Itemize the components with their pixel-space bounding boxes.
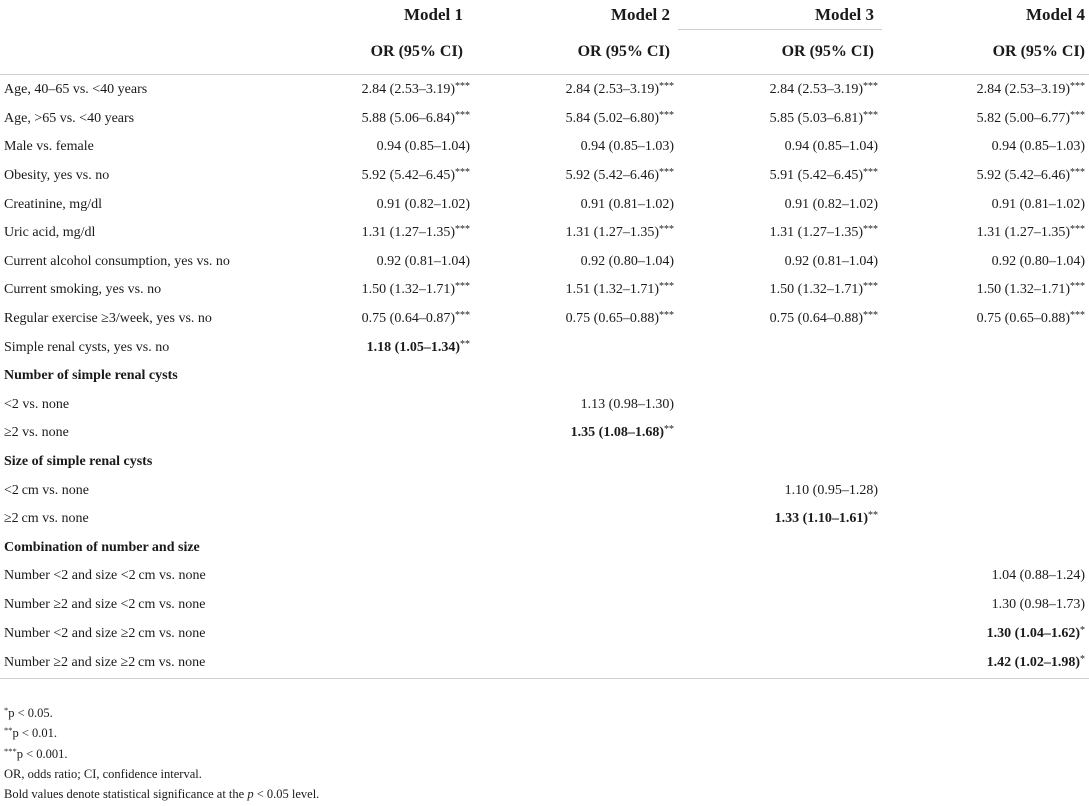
cell-model-1	[270, 505, 474, 534]
footnote-p05	[4, 704, 319, 724]
table-row	[0, 391, 1089, 420]
cell-model-3	[678, 248, 882, 277]
or-value: 1.42 (1.02–1.98)	[986, 654, 1080, 670]
table-row	[0, 476, 1089, 505]
significance-stars: ***	[659, 224, 674, 236]
or-value: 0.91 (0.81–1.02)	[991, 196, 1085, 212]
footnote-abbreviations: OR, odds ratio; CI, confidence interval.	[4, 767, 202, 782]
row-label: Current alcohol consumption, yes vs. no	[4, 253, 230, 269]
or-value: 1.31 (1.27–1.35)	[976, 225, 1070, 241]
row-label: ≥2 vs. none	[4, 425, 69, 441]
cell-model-2	[474, 133, 678, 162]
section-row	[0, 534, 1089, 563]
significance-stars: ***	[863, 224, 878, 236]
cell-model-1	[270, 219, 474, 248]
table-row	[0, 248, 1089, 277]
row-label: <2 vs. none	[4, 396, 70, 412]
cell-model-4	[882, 75, 1089, 105]
cell-model-2	[474, 419, 678, 448]
cell-model-4	[882, 419, 1089, 448]
header-model-1: Model 1	[403, 4, 463, 24]
cell-model-1	[270, 648, 474, 679]
or-value: 1.31 (1.27–1.35)	[769, 225, 863, 241]
or-value: 1.33 (1.10–1.61)	[774, 511, 868, 527]
row-label: ≥2 cm vs. none	[4, 511, 89, 527]
cell-model-4	[882, 505, 1089, 534]
row-label: Male vs. female	[4, 139, 94, 155]
footnote-text: p < 0.05.	[8, 706, 53, 720]
section-heading: Combination of number and size	[4, 539, 200, 555]
cell-model-4	[882, 562, 1089, 591]
significance-stars: ***	[659, 167, 674, 179]
or-value: 5.82 (5.00–6.77)	[976, 110, 1070, 126]
table-row	[0, 305, 1089, 334]
row-label: Regular exercise ≥3/week, yes vs. no	[4, 311, 212, 327]
or-value: 5.85 (5.03–6.81)	[769, 110, 863, 126]
or-value: 0.91 (0.82–1.02)	[376, 196, 470, 212]
row-label: Number <2 and size ≥2 cm vs. none	[4, 625, 206, 641]
cell-model-2	[474, 248, 678, 277]
cell-model-1	[270, 619, 474, 648]
cell-model-4	[882, 534, 1089, 563]
footnote-mark: *	[4, 705, 9, 715]
cell-model-3	[678, 305, 882, 334]
significance-stars: ***	[1070, 109, 1085, 121]
cell-model-2	[474, 619, 678, 648]
cell-model-1	[270, 419, 474, 448]
table-row	[0, 591, 1089, 620]
significance-stars: **	[664, 424, 674, 436]
or-value: 1.50 (1.32–1.71)	[361, 282, 455, 298]
cell-model-2	[474, 648, 678, 679]
or-value: 0.91 (0.81–1.02)	[580, 196, 674, 212]
or-value: 0.92 (0.81–1.04)	[376, 253, 470, 269]
or-value: 1.51 (1.32–1.71)	[565, 282, 659, 298]
header-model-4: Model 4	[1025, 4, 1085, 24]
cell-model-3	[678, 162, 882, 191]
or-value: 0.94 (0.85–1.04)	[784, 139, 878, 155]
significance-stars: ***	[455, 109, 470, 121]
footnote-text: p < 0.001.	[16, 746, 68, 761]
or-value: 0.75 (0.64–0.88)	[769, 311, 863, 327]
footnote-text: p < 0.01.	[12, 726, 58, 741]
table-row	[0, 333, 1089, 362]
or-value: 0.92 (0.80–1.04)	[991, 253, 1085, 269]
footnote-bold-post: < 0.05 level.	[253, 786, 320, 801]
or-value: 0.94 (0.85–1.03)	[580, 139, 674, 155]
footnote-mark: **	[4, 725, 13, 736]
cell-model-3	[678, 276, 882, 305]
footnote-bold-values	[4, 785, 319, 804]
significance-stars: ***	[455, 224, 470, 236]
cell-model-4	[882, 362, 1089, 391]
cell-model-3	[678, 476, 882, 505]
subheader-or-ci: OR (95% CI)	[678, 30, 882, 75]
cell-model-1	[270, 248, 474, 277]
significance-stars: ***	[659, 310, 674, 322]
significance-stars: ***	[1070, 167, 1085, 179]
table-row	[0, 562, 1089, 591]
table-header	[0, 0, 1089, 75]
significance-stars: ***	[659, 81, 674, 93]
table-row	[0, 619, 1089, 648]
footnote-p001	[4, 745, 319, 765]
or-value: 1.13 (0.98–1.30)	[580, 396, 674, 412]
significance-stars: ***	[863, 81, 878, 93]
significance-stars: ***	[1070, 281, 1085, 293]
footnote-p01	[4, 724, 319, 744]
or-value: 0.75 (0.64–0.87)	[361, 311, 455, 327]
significance-stars: ***	[863, 310, 878, 322]
or-value: 1.04 (0.88–1.24)	[991, 568, 1085, 584]
significance-stars: ***	[1070, 224, 1085, 236]
cell-model-3	[678, 619, 882, 648]
or-value: 0.92 (0.81–1.04)	[784, 253, 878, 269]
cell-model-2	[474, 75, 678, 105]
significance-stars: ***	[455, 281, 470, 293]
cell-model-1	[270, 333, 474, 362]
row-label: Age, >65 vs. <40 years	[4, 110, 135, 126]
cell-model-4	[882, 190, 1089, 219]
significance-stars: ***	[659, 281, 674, 293]
cell-model-1	[270, 190, 474, 219]
table-row	[0, 105, 1089, 134]
row-label: <2 cm vs. none	[4, 482, 89, 498]
significance-stars: ***	[455, 167, 470, 179]
table-row	[0, 133, 1089, 162]
header-model-2: Model 2	[610, 4, 670, 24]
cell-model-2	[474, 591, 678, 620]
row-label: Simple renal cysts, yes vs. no	[4, 339, 170, 355]
significance-stars: ***	[455, 81, 470, 93]
row-label: Number <2 and size <2 cm vs. none	[4, 568, 206, 584]
cell-model-1	[270, 448, 474, 477]
or-value: 1.50 (1.32–1.71)	[976, 282, 1070, 298]
or-value: 1.35 (1.08–1.68)	[570, 425, 664, 441]
cell-model-4	[882, 591, 1089, 620]
or-value: 0.75 (0.65–0.88)	[565, 311, 659, 327]
footnote-bold-pre: Bold values denote statistical significance at the	[4, 786, 248, 801]
significance-stars: ***	[863, 109, 878, 121]
table-row	[0, 75, 1089, 105]
or-value: 0.75 (0.65–0.88)	[976, 311, 1070, 327]
cell-model-3	[678, 505, 882, 534]
footnote-mark: ***	[4, 745, 17, 756]
cell-model-3	[678, 75, 882, 105]
cell-model-3	[678, 391, 882, 420]
cell-model-3	[678, 448, 882, 477]
footnotes	[4, 704, 319, 804]
cell-model-1	[270, 305, 474, 334]
cell-model-1	[270, 562, 474, 591]
significance-stars: ***	[1070, 310, 1085, 322]
or-value: 5.92 (5.42–6.46)	[565, 168, 659, 184]
cell-model-4	[882, 448, 1089, 477]
or-value: 5.92 (5.42–6.45)	[361, 168, 455, 184]
cell-model-2	[474, 534, 678, 563]
table-row	[0, 505, 1089, 534]
cell-model-4	[882, 476, 1089, 505]
cell-model-3	[678, 648, 882, 679]
section-heading: Size of simple renal cysts	[4, 454, 153, 470]
or-value: 2.84 (2.53–3.19)	[976, 82, 1070, 98]
cell-model-1	[270, 105, 474, 134]
cell-model-2	[474, 190, 678, 219]
cell-model-4	[882, 648, 1089, 679]
or-value: 1.18 (1.05–1.34)	[366, 339, 460, 355]
or-value: 2.84 (2.53–3.19)	[361, 82, 455, 98]
cell-model-2	[474, 162, 678, 191]
header-blank	[0, 0, 270, 30]
or-value: 2.84 (2.53–3.19)	[769, 82, 863, 98]
cell-model-2	[474, 505, 678, 534]
cell-model-1	[270, 391, 474, 420]
cell-model-1	[270, 362, 474, 391]
cell-model-3	[678, 333, 882, 362]
significance-stars: ***	[863, 167, 878, 179]
table-row	[0, 162, 1089, 191]
significance-stars: ***	[659, 109, 674, 121]
cell-model-1	[270, 75, 474, 105]
cell-model-3	[678, 219, 882, 248]
cell-model-4	[882, 219, 1089, 248]
significance-stars: ***	[1070, 81, 1085, 93]
cell-model-1	[270, 276, 474, 305]
header-model-3: Model 3	[678, 0, 882, 30]
cell-model-4	[882, 105, 1089, 134]
cell-model-3	[678, 591, 882, 620]
cell-model-1	[270, 534, 474, 563]
cell-model-2	[474, 448, 678, 477]
row-label: Number ≥2 and size <2 cm vs. none	[4, 596, 206, 612]
or-value: 0.92 (0.80–1.04)	[580, 253, 674, 269]
cell-model-3	[678, 105, 882, 134]
table-row	[0, 648, 1089, 679]
cell-model-4	[882, 305, 1089, 334]
or-value: 1.31 (1.27–1.35)	[361, 225, 455, 241]
subheader-blank	[0, 30, 270, 75]
row-label: Obesity, yes vs. no	[4, 168, 110, 184]
or-value: 1.50 (1.32–1.71)	[769, 282, 863, 298]
section-heading: Number of simple renal cysts	[4, 368, 178, 384]
section-row	[0, 448, 1089, 477]
cell-model-2	[474, 276, 678, 305]
or-value: 0.94 (0.85–1.04)	[376, 139, 470, 155]
cell-model-1	[270, 133, 474, 162]
cell-model-4	[882, 391, 1089, 420]
or-value: 5.88 (5.06–6.84)	[361, 110, 455, 126]
significance-stars: *	[1080, 653, 1085, 665]
or-value: 1.30 (1.04–1.62)	[986, 625, 1080, 641]
cell-model-1	[270, 162, 474, 191]
row-label: Uric acid, mg/dl	[4, 225, 96, 241]
subheader-or-ci: OR (95% CI)	[474, 30, 678, 75]
cell-model-1	[270, 591, 474, 620]
significance-stars: ***	[455, 310, 470, 322]
section-row	[0, 362, 1089, 391]
cell-model-2	[474, 105, 678, 134]
row-label: Creatinine, mg/dl	[4, 196, 102, 212]
subheader-or-ci: OR (95% CI)	[270, 30, 474, 75]
table-body	[0, 75, 1089, 679]
cell-model-3	[678, 562, 882, 591]
cell-model-3	[678, 362, 882, 391]
cell-model-2	[474, 219, 678, 248]
cell-model-3	[678, 419, 882, 448]
or-value: 1.31 (1.27–1.35)	[565, 225, 659, 241]
cell-model-4	[882, 619, 1089, 648]
cell-model-4	[882, 248, 1089, 277]
cell-model-3	[678, 133, 882, 162]
cell-model-3	[678, 534, 882, 563]
table-row	[0, 219, 1089, 248]
subheader-or-ci: OR (95% CI)	[882, 30, 1089, 75]
or-value: 1.30 (0.98–1.73)	[991, 596, 1085, 612]
cell-model-2	[474, 562, 678, 591]
cell-model-4	[882, 276, 1089, 305]
or-value: 2.84 (2.53–3.19)	[565, 82, 659, 98]
or-value: 0.94 (0.85–1.03)	[991, 139, 1085, 155]
or-value: 5.92 (5.42–6.46)	[976, 168, 1070, 184]
footnote-bold-p: p	[247, 786, 254, 801]
significance-stars: **	[460, 338, 470, 350]
table-row	[0, 276, 1089, 305]
or-value: 5.84 (5.02–6.80)	[565, 110, 659, 126]
significance-stars: *	[1080, 624, 1085, 636]
or-value: 0.91 (0.82–1.02)	[784, 196, 878, 212]
row-label: Current smoking, yes vs. no	[4, 282, 162, 298]
cell-model-4	[882, 333, 1089, 362]
table-row	[0, 190, 1089, 219]
cell-model-2	[474, 476, 678, 505]
row-label: Age, 40–65 vs. <40 years	[4, 82, 148, 98]
row-label: Number ≥2 and size ≥2 cm vs. none	[0, 648, 270, 679]
significance-stars: ***	[863, 281, 878, 293]
table-row	[0, 419, 1089, 448]
cell-model-3	[678, 190, 882, 219]
or-value: 5.91 (5.42–6.45)	[769, 168, 863, 184]
cell-model-2	[474, 333, 678, 362]
cell-model-4	[882, 133, 1089, 162]
significance-stars: **	[868, 510, 878, 522]
cell-model-2	[474, 391, 678, 420]
cell-model-4	[882, 162, 1089, 191]
cell-model-2	[474, 305, 678, 334]
cell-model-2	[474, 362, 678, 391]
or-value: 1.10 (0.95–1.28)	[784, 482, 878, 498]
cell-model-1	[270, 476, 474, 505]
